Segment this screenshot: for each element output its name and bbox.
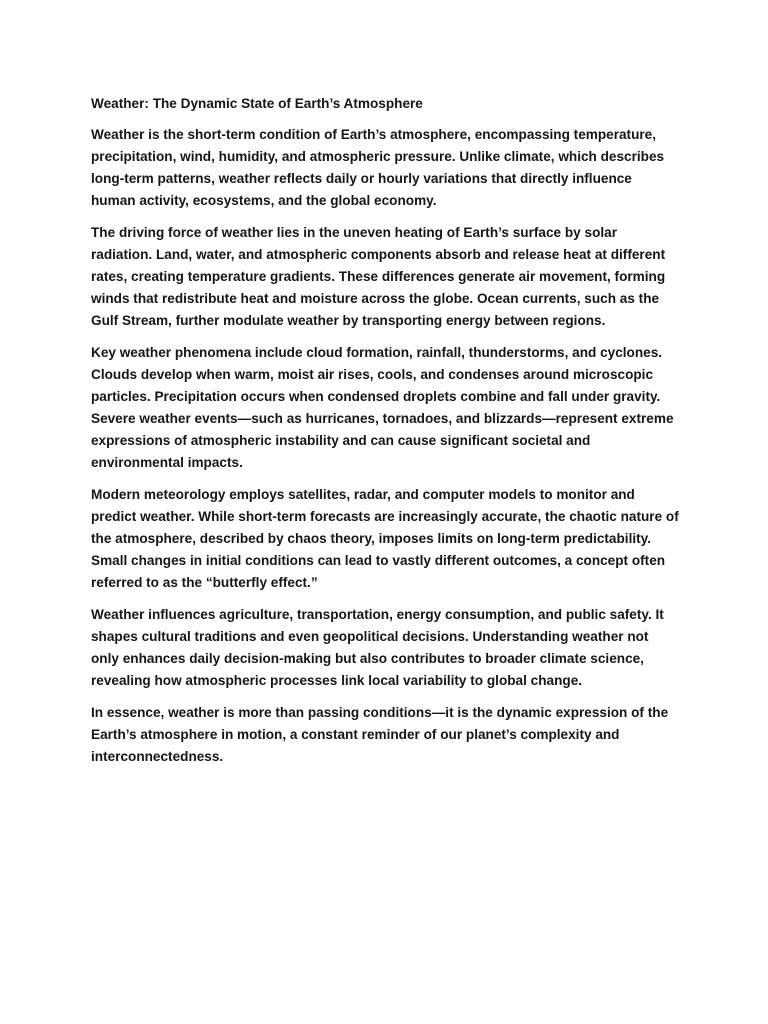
paragraph-phenomena: Key weather phenomena include cloud formation, rainfall, thunderstorms, and cyclones. Clouds develop when warm, moist air rises, cools, and condenses around microscopic particles. Precipitation occurs when condensed droplets combine and fall under gravity. Severe weather events—such as hurricanes, tornadoes, and blizzards—represent extreme expressions of atmospheric instability and can cause significant societal and environmental impacts. (91, 345, 674, 470)
paragraph-meteorology: Modern meteorology employs satellites, radar, and computer models to monitor and predict weather. While short-term forecasts are increasingly accurate, the chaotic nature of the atmosphere, described by chaos theory, imposes limits on long-term predictability. Small changes in initial conditions can lead to vastly different outcomes, a concept often referred to as the “butterfly effect.” (91, 487, 679, 590)
paragraph-definition: Weather is the short-term condition of Earth’s atmosphere, encompassing temperature, precipitation, wind, humidity, and atmospheric pressure. Unlike climate, which describes long-term patterns, weather reflects daily or hourly variations that directly influence human activity, ecosystems, and the global economy. (91, 127, 665, 208)
paragraph-conclusion: In essence, weather is more than passing conditions—it is the dynamic expression of the Earth’s atmosphere in motion, a constant reminder of our planet’s complexity and interconnectedness. (91, 705, 669, 764)
paragraph-influence: Weather influences agriculture, transportation, energy consumption, and public safety. It shapes cultural traditions and even geopolitical decisions. Understanding weather not only enhances daily decision-making but also contributes to broader climate science, revealing how atmospheric processes link local variability to global change. (91, 607, 664, 688)
document-page (91, 93, 679, 778)
paragraph-driving-force: The driving force of weather lies in the uneven heating of Earth’s surface by solar radiation. Land, water, and atmospheric components absorb and release heat at different rates, creating temperature gradients. These differences generate air movement, forming winds that redistribute heat and moisture across the globe. Ocean currents, such as the Gulf Stream, further modulate weather by transporting energy between regions. (91, 225, 666, 328)
document-title: Weather: The Dynamic State of Earth’s Atmosphere (91, 96, 423, 111)
